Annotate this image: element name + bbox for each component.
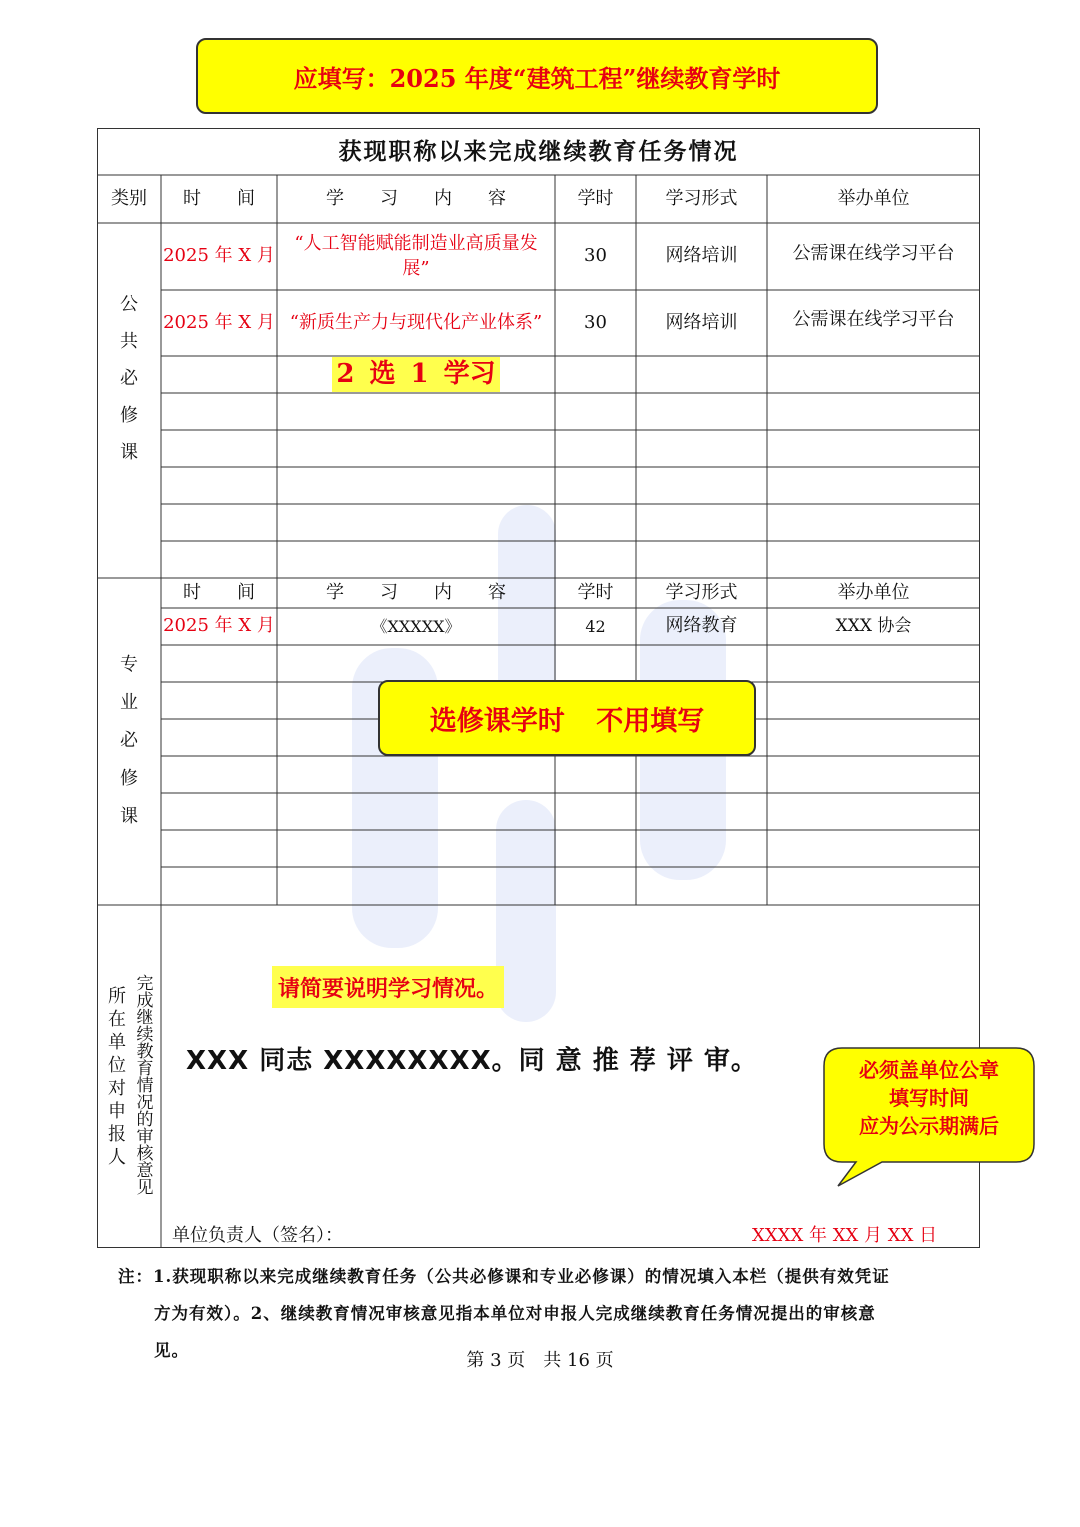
- header-time: 时 间: [183, 187, 255, 209]
- public-label-char: 课: [120, 442, 138, 463]
- header-category: 类别: [111, 187, 147, 209]
- review-left-char: 人: [108, 1147, 126, 1168]
- review-right-char: 继: [136, 1008, 154, 1028]
- review-right-char: 育: [136, 1059, 154, 1079]
- review-left-char: 单: [108, 1032, 126, 1053]
- review-left-char: 位: [108, 1055, 126, 1076]
- pro-label-char: 专: [120, 654, 138, 675]
- review-left-char: 对: [108, 1078, 126, 1099]
- review-right-char: 意: [136, 1161, 154, 1181]
- public-label-char: 共: [120, 331, 138, 352]
- review-label-right: [135, 976, 155, 1197]
- review-right-char: 况: [136, 1093, 154, 1113]
- table-title: 获现职称以来完成继续教育任务情况: [338, 137, 739, 165]
- header-hours: 学时: [577, 187, 614, 209]
- sign-label: 单位负责人（签名）：: [172, 1225, 343, 1246]
- footnote-line-2: 方为有效）。2、继续教育情况审核意见指本单位对申报人完成继续教育任务情况提出的审核意: [154, 1304, 876, 1323]
- review-right-char: 核: [136, 1144, 154, 1164]
- footnote-line-1: 注：1.获现职称以来完成继续教育任务（公共必修课和专业必修课）的情况填入本栏（提供有效凭证: [118, 1267, 890, 1286]
- pro-header-time: 时 间: [183, 581, 255, 603]
- header-organizer: 举办单位: [837, 187, 910, 209]
- public-row-2-form: 网络培训: [665, 311, 738, 333]
- header-form: 学习形式: [665, 187, 738, 209]
- professional-required-label: [97, 656, 161, 826]
- elective-note: 选修课学时 不用填写: [378, 680, 756, 756]
- public-row-2-time: 2025 年 X 月: [163, 311, 275, 333]
- pro-row-1-time: 2025 年 X 月: [163, 615, 275, 637]
- page-number: 第 3 页 共 16 页: [466, 1350, 614, 1371]
- review-right-char: 的: [136, 1110, 154, 1130]
- pro-label-char: 必: [120, 730, 138, 751]
- choose-one-note-wrap: [277, 356, 555, 393]
- public-label-char: 必: [120, 368, 138, 389]
- pro-header-hours: 学时: [577, 581, 614, 603]
- choose-one-note: 2 选 1 学习: [332, 357, 499, 392]
- pro-label-char: 业: [120, 692, 138, 713]
- public-row-2-content: “新质生产力与现代化产业体系”: [289, 311, 543, 333]
- pro-row-1-organizer: XXX 协会: [835, 616, 912, 637]
- seal-callout: [822, 1046, 1036, 1188]
- review-left-char: 报: [108, 1124, 126, 1145]
- public-row-1-form: 网络培训: [665, 245, 738, 267]
- pro-label-char: 修: [120, 768, 138, 789]
- footnote-line-3: 见。: [154, 1341, 189, 1360]
- review-left-char: 所: [108, 986, 126, 1007]
- pro-label-char: 课: [120, 806, 138, 827]
- review-right-char: 完: [136, 974, 154, 994]
- callout-line: 应为公示期满后: [859, 1114, 999, 1138]
- public-label-char: 公: [120, 294, 138, 315]
- public-row-2-organizer: 公需课在线学习平台: [792, 308, 955, 330]
- callout-text: [822, 1056, 1036, 1140]
- top-banner: [196, 38, 878, 114]
- pro-header-form: 学习形式: [665, 581, 738, 603]
- public-row-1-content: “人工智能赋能制造业高质量发展”: [294, 233, 538, 279]
- review-left-char: 在: [108, 1009, 126, 1030]
- callout-line: 填写时间: [889, 1086, 969, 1110]
- review-right-char: 情: [136, 1076, 154, 1096]
- public-required-label: [97, 296, 161, 462]
- review-right-char: 审: [136, 1127, 154, 1147]
- review-right-char: 续: [136, 1025, 154, 1045]
- review-opinion: XXX 同志 XXXXXXXX。同 意 推 荐 评 审。: [186, 1046, 758, 1076]
- public-row-1-time: 2025 年 X 月: [163, 245, 275, 267]
- pro-header-content: 学 习 内 容: [326, 581, 506, 603]
- public-row-1-organizer: 公需课在线学习平台: [792, 242, 955, 264]
- pro-header-organizer: 举办单位: [837, 581, 910, 603]
- review-label-left: [107, 988, 127, 1167]
- public-row-1-hours: 30: [584, 245, 607, 267]
- pro-row-1-form: 网络教育: [665, 615, 738, 637]
- callout-line: 必须盖单位公章: [859, 1058, 999, 1082]
- explain-note: 请简要说明学习情况。: [272, 966, 504, 1008]
- pro-row-1-content: 《XXXXX》: [371, 616, 461, 636]
- banner-text: 应填写：2025 年度“建筑工程”继续教育学时: [293, 63, 781, 93]
- review-right-char: 见: [136, 1178, 154, 1198]
- review-right-char: 成: [136, 991, 154, 1011]
- review-date: XXXX 年 XX 月 XX 日: [752, 1225, 938, 1246]
- header-content: 学 习 内 容: [326, 187, 506, 209]
- pro-row-1-hours: 42: [585, 616, 606, 636]
- review-right-char: 教: [136, 1042, 154, 1062]
- public-row-2-hours: 30: [584, 311, 607, 333]
- review-left-char: 申: [108, 1101, 126, 1122]
- public-label-char: 修: [120, 405, 138, 426]
